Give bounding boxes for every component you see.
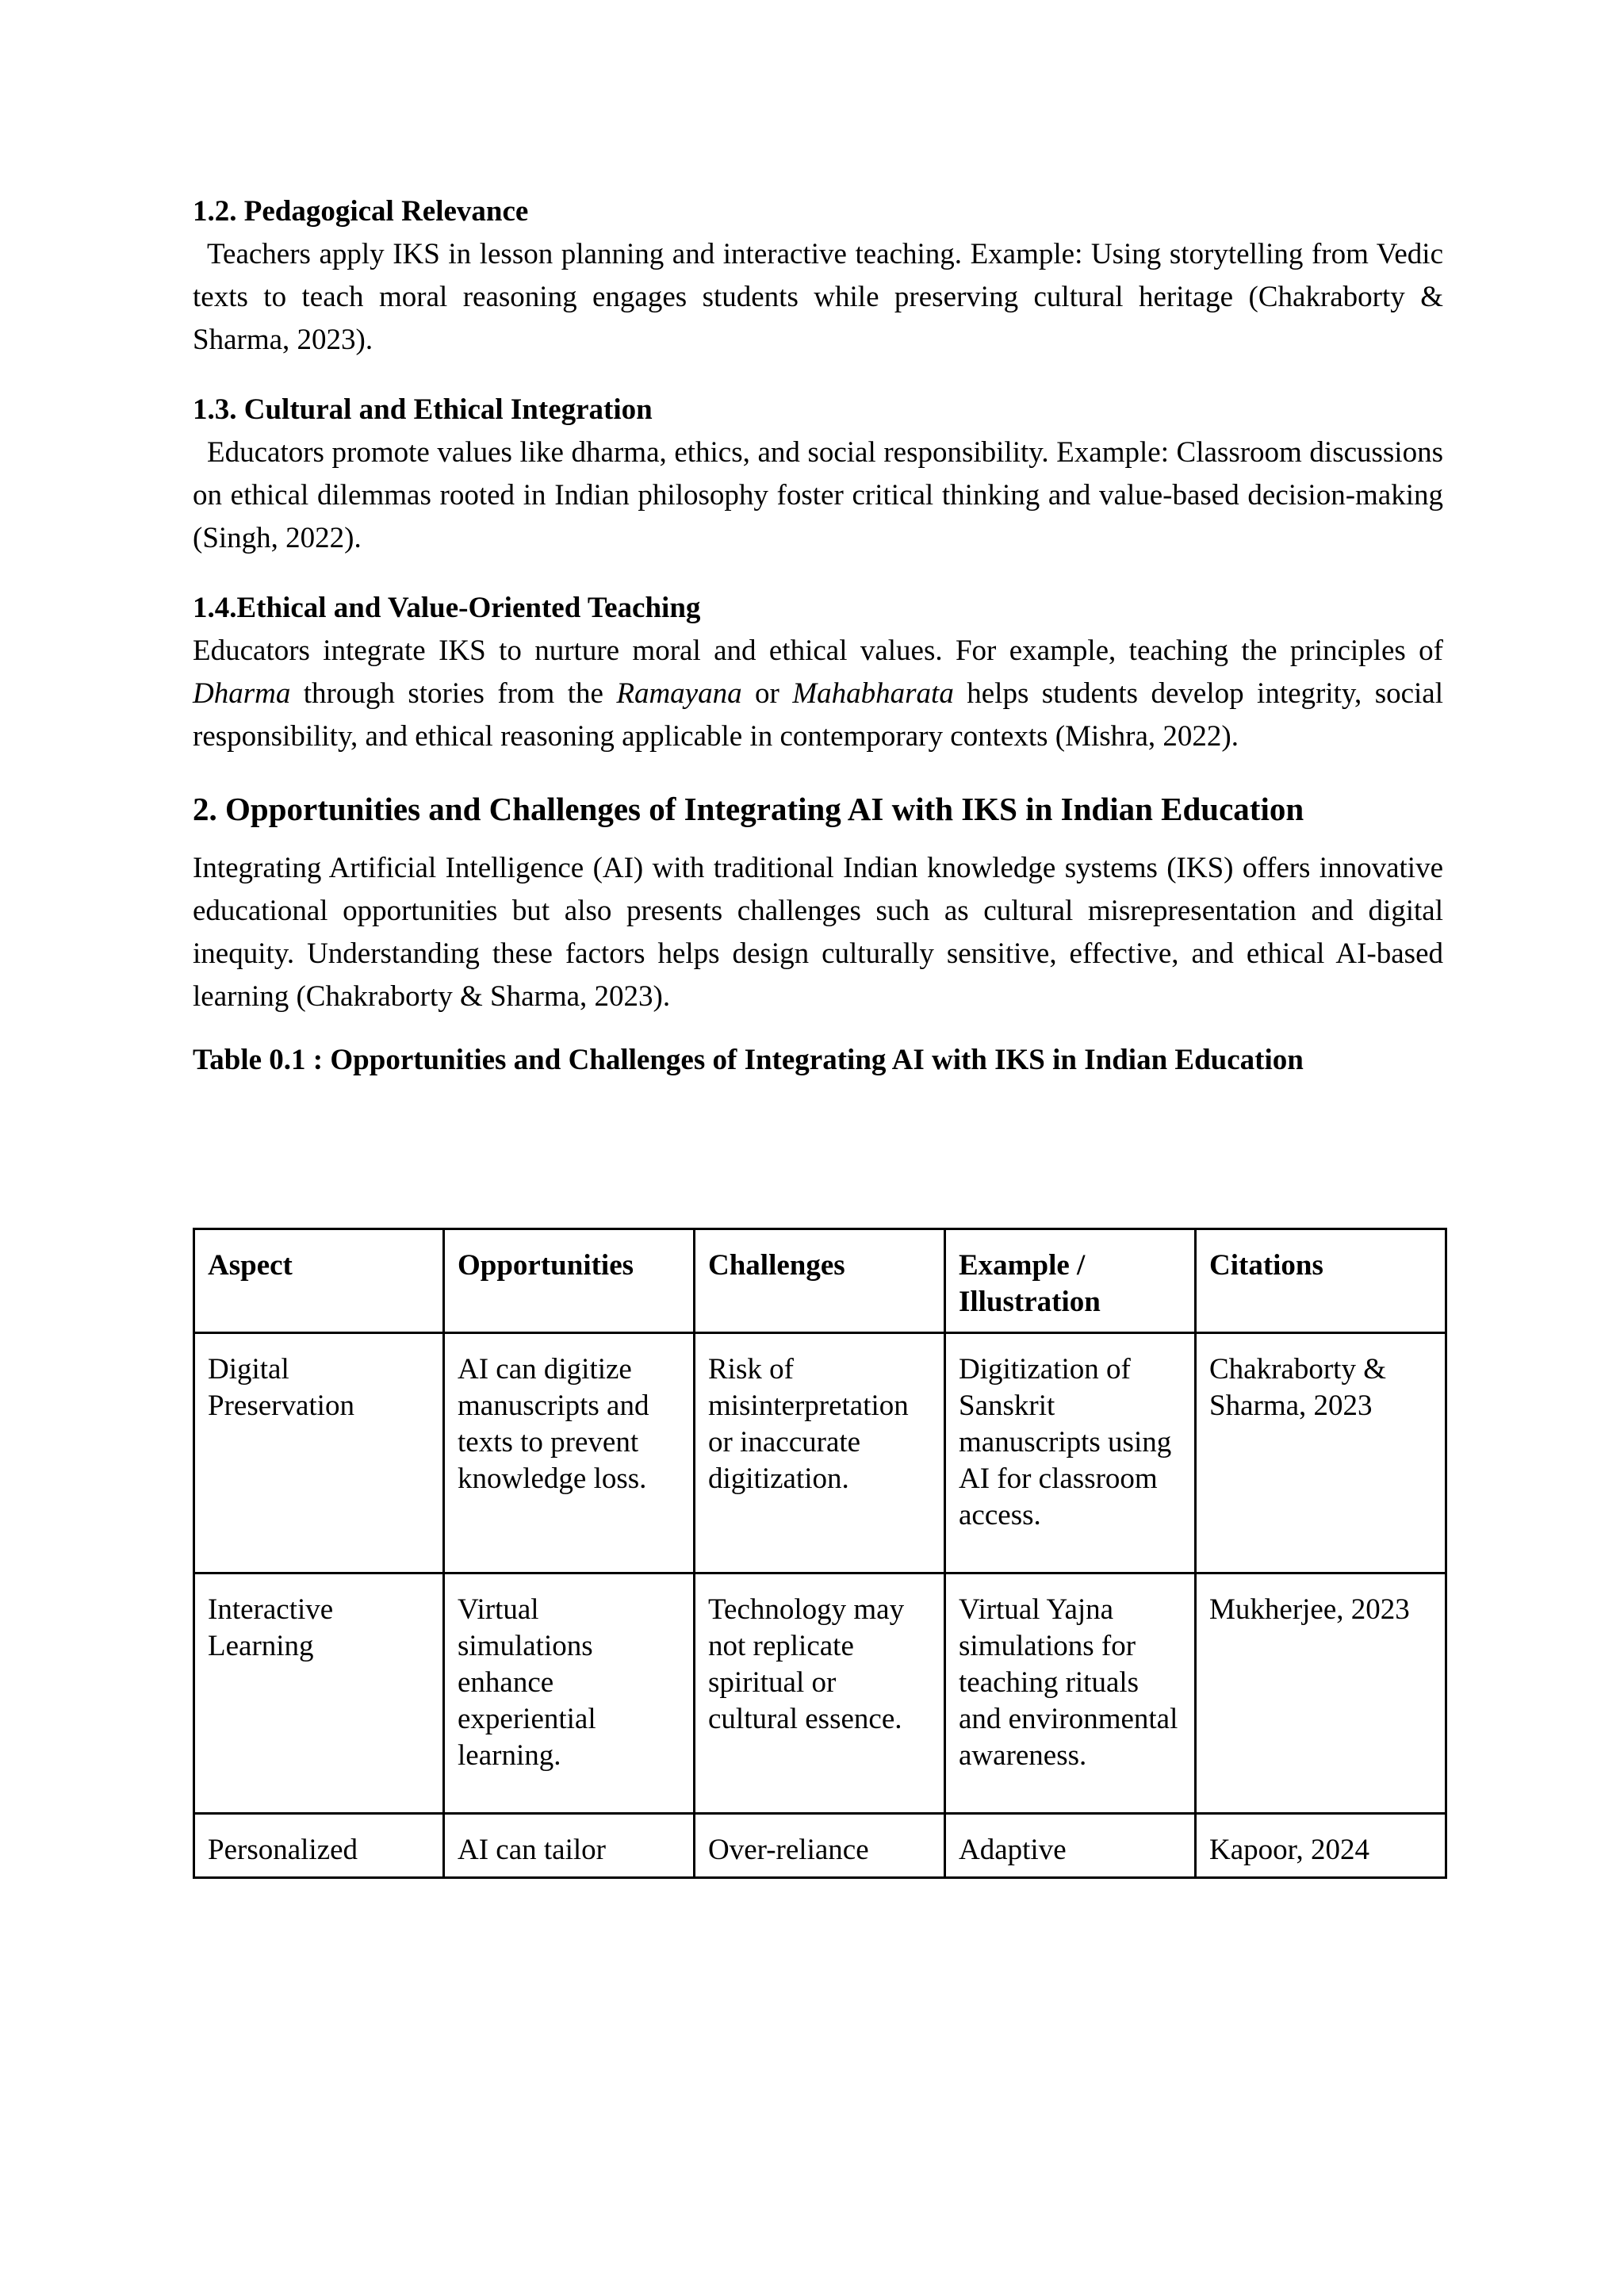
italic-term: Mahabharata bbox=[792, 677, 954, 710]
table-cell: Digitization of Sanskrit manuscripts using AI for classroom access. bbox=[945, 1333, 1196, 1573]
section-2-heading: 2. Opportunities and Challenges of Integrating AI with IKS in Indian Education bbox=[193, 791, 1304, 827]
text-run: through stories from the bbox=[290, 677, 617, 710]
table-cell: Mukherjee, 2023 bbox=[1196, 1573, 1446, 1814]
section-paragraph bbox=[193, 630, 1443, 758]
table-cell: AI can digitize manuscripts and texts to prevent knowledge loss. bbox=[444, 1333, 695, 1573]
text-run: or bbox=[741, 677, 793, 710]
section-heading: 1.3. Cultural and Ethical Integration bbox=[193, 393, 653, 426]
section-1-4 bbox=[193, 587, 1443, 758]
table-cell: Risk of misinterpretation or inaccurate digitization. bbox=[695, 1333, 945, 1573]
table-cell: Technology may not replicate spiritual or cultural essence. bbox=[695, 1573, 945, 1814]
italic-term: Ramayana bbox=[616, 677, 742, 710]
table-cell: Over-reliance bbox=[695, 1814, 945, 1878]
header-cell: Challenges bbox=[695, 1229, 945, 1333]
table-cell: AI can tailor bbox=[444, 1814, 695, 1878]
table-caption: Table 0.1 : Opportunities and Challenges of Integrating AI with IKS in Indian Education bbox=[193, 1044, 1304, 1076]
header-cell: Example / Illustration bbox=[945, 1229, 1196, 1333]
header-cell: Aspect bbox=[194, 1229, 444, 1333]
section-2-paragraph: Integrating Artificial Intelligence (AI) with traditional Indian knowledge systems (IKS) offers innovative educational opportunities but also presents challenges such as cultural misrepresentation and digital inequity. Understanding these factors helps design culturally sensitive, effective, and ethical AI-based learning (Chakraborty & Sharma, 2023). bbox=[193, 852, 1443, 1013]
text-run: Educators integrate IKS to nurture moral and ethical values. For example, teaching the principles of bbox=[193, 634, 1443, 667]
section-1-2 bbox=[193, 190, 1443, 362]
section-heading: 1.4.Ethical and Value-Oriented Teaching bbox=[193, 592, 701, 624]
opportunities-challenges-table bbox=[193, 1228, 1447, 1879]
section-paragraph: Educators promote values like dharma, ethics, and social responsibility. Example: Classroom discussions on ethical dilemmas rooted in Indian philosophy foster critical thinking and value-based decision-making (Singh, 2022). bbox=[193, 436, 1443, 554]
section-heading: 1.2. Pedagogical Relevance bbox=[193, 195, 529, 228]
italic-term: Dharma bbox=[193, 677, 291, 710]
table-cell: Virtual simulations enhance experiential learning. bbox=[444, 1573, 695, 1814]
table-cell: Adaptive bbox=[945, 1814, 1196, 1878]
table-cell: Chakraborty & Sharma, 2023 bbox=[1196, 1333, 1446, 1573]
table-cell: Virtual Yajna simulations for teaching rituals and environmental awareness. bbox=[945, 1573, 1196, 1814]
table-row bbox=[194, 1333, 1446, 1573]
table-row bbox=[194, 1814, 1446, 1878]
table-cell: Interactive Learning bbox=[194, 1573, 444, 1814]
table-cell: Digital Preservation bbox=[194, 1333, 444, 1573]
header-cell: Citations bbox=[1196, 1229, 1446, 1333]
section-paragraph: Teachers apply IKS in lesson planning and interactive teaching. Example: Using storytelling from Vedic texts to teach moral reasoning engages students while preserving cultural heritage (Chakraborty & Sharma, 2023). bbox=[193, 238, 1443, 356]
table-cell: Personalized bbox=[194, 1814, 444, 1878]
table-header-row bbox=[194, 1229, 1446, 1333]
header-cell: Opportunities bbox=[444, 1229, 695, 1333]
section-1-3 bbox=[193, 389, 1443, 560]
text-run: helps students develop integrity, social responsibility, and ethical reasoning applicable in contemporary contexts (Mishra, 2022). bbox=[193, 677, 1444, 753]
table-cell: Kapoor, 2024 bbox=[1196, 1814, 1446, 1878]
table-row bbox=[194, 1573, 1446, 1814]
document-body bbox=[193, 190, 1443, 1082]
